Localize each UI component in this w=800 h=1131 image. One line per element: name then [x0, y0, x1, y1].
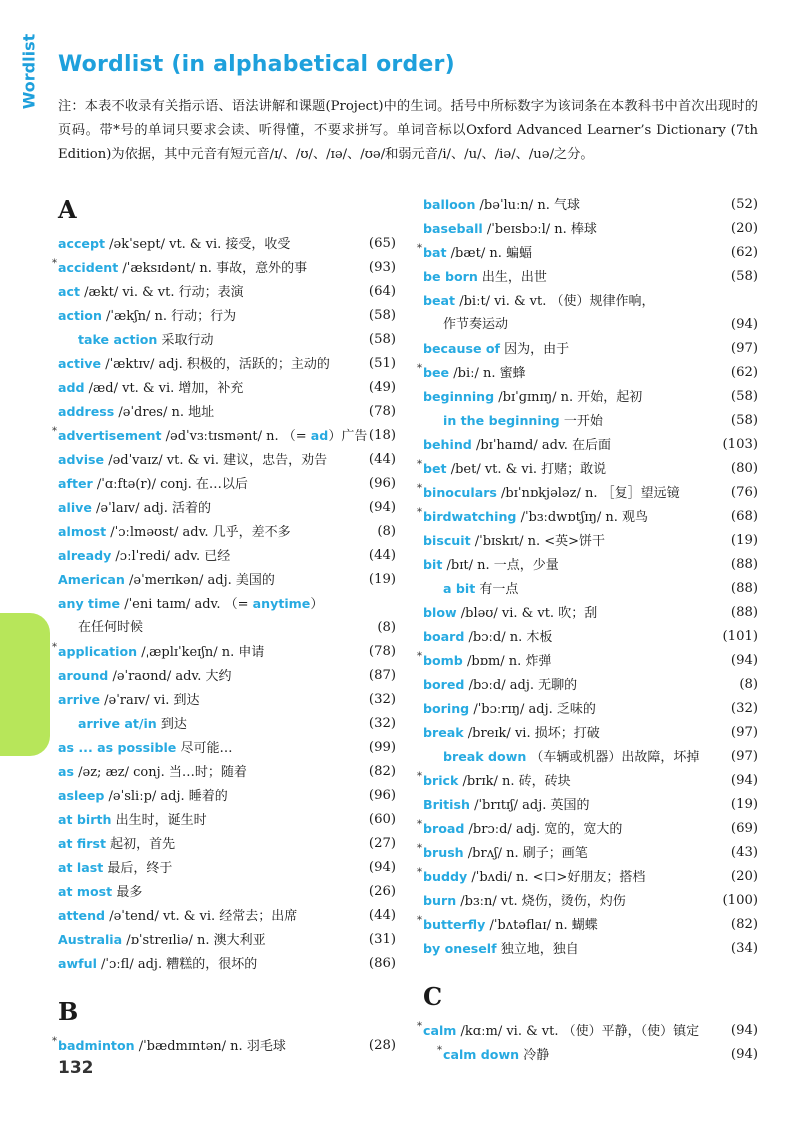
entry-definition: /əˈsliːp/ adj. 睡着的: [104, 789, 228, 804]
entry-page-ref: (20): [730, 221, 758, 236]
entry-page-ref: (32): [368, 716, 396, 731]
entry-page-ref: (28): [368, 1038, 396, 1053]
headword: behind: [423, 437, 472, 452]
headword: asleep: [58, 788, 105, 803]
entry-definition: 尽可能…: [176, 741, 233, 756]
entry-page-ref: (96): [368, 476, 396, 491]
wordlist-entry: [58, 472, 396, 496]
entry-page-ref: (80): [730, 461, 758, 476]
wordlist-entry: [423, 937, 758, 961]
left-column: [52, 190, 396, 1058]
wordlist-entry: [58, 304, 396, 328]
entry-definition: /əz; æz/ conj. 当…时；随着: [74, 765, 247, 780]
entry-page-ref: (49): [368, 380, 396, 395]
side-tab-label-wrap: [4, 0, 54, 143]
wordlist-entry: [58, 712, 396, 736]
entry-definition: 到达: [156, 717, 187, 732]
asterisk-marker: *: [417, 483, 422, 494]
headword: broad: [423, 821, 465, 836]
entry-page-ref: (99): [368, 740, 396, 755]
entry-definition: /ˈbʌdi/ n. <口>好朋友；搭档: [467, 870, 646, 885]
wordlist-entry: [58, 856, 396, 880]
entry-page-ref: (32): [368, 692, 396, 707]
entry-definition: /biːt/ vi. & vt. （使）规律作响，: [455, 294, 655, 309]
headword: bomb: [423, 653, 463, 668]
entry-definition: /ˈæksɪdənt/ n. 事故，意外的事: [118, 261, 308, 276]
entry-definition: /ækt/ vi. & vt. 行动；表演: [79, 285, 244, 300]
headword: a bit: [443, 581, 476, 596]
entry-page-ref: (27): [368, 836, 396, 851]
wordlist-entry: [417, 481, 758, 505]
headword: attend: [58, 908, 106, 923]
headword: calm: [423, 1023, 457, 1038]
wordlist-entry: [417, 817, 758, 841]
entry-definition: 因为，由于: [500, 342, 570, 357]
wordlist-entry: [423, 1043, 758, 1067]
entry-page-ref: (94): [730, 653, 758, 668]
entry-definition: /æd/ vt. & vi. 增加，补充: [84, 381, 244, 396]
entry-definition: /ˌæplɪˈkeɪʃn/ n. 申请: [137, 645, 265, 660]
entry-page-ref: (103): [722, 437, 758, 452]
asterisk-marker: *: [417, 915, 422, 926]
headword: bet: [423, 461, 447, 476]
entry-definition: /ɒˈstreɪliə/ n. 澳大利亚: [122, 933, 266, 948]
entry-page-ref: (62): [730, 365, 758, 380]
headword: address: [58, 404, 115, 419]
wordlist-entry: [52, 640, 396, 664]
headword: almost: [58, 524, 107, 539]
asterisk-marker: *: [417, 243, 422, 254]
entry-page-ref: (88): [730, 605, 758, 620]
asterisk-marker: *: [52, 642, 57, 653]
asterisk-marker: *: [417, 771, 422, 782]
wordlist-entry: [417, 505, 758, 529]
entry-page-ref: (32): [730, 701, 758, 716]
entry-definition: /ˈbʌtəflaɪ/ n. 蝴蝶: [485, 918, 598, 933]
wordlist-entry: [423, 289, 758, 313]
entry-list-c: [417, 1019, 758, 1067]
section-letter-c: C: [423, 982, 443, 1011]
wordlist-entry: [58, 928, 396, 952]
entry-definition: /bləʊ/ vi. & vt. 吹；刮: [456, 606, 598, 621]
entry-page-ref: (8): [377, 524, 396, 539]
headword: advise: [58, 452, 105, 467]
wordlist-entry: [417, 769, 758, 793]
entry-definition: 最多: [112, 885, 143, 900]
wordlist-entry: [423, 745, 758, 769]
wordlist-entry: [423, 433, 758, 457]
headword: alive: [58, 500, 92, 515]
entry-definition: /kɑːm/ vi. & vt. （使）平静，（使）镇定: [456, 1024, 700, 1039]
entry-definition: 在任何时候: [78, 620, 144, 635]
entry-definition: 独立地，独自: [496, 942, 579, 957]
headword: arrive at/in: [78, 716, 157, 731]
headword: buddy: [423, 869, 468, 884]
entry-definition: 出生，出世: [477, 270, 547, 285]
entry-definition: 出生时，诞生时: [111, 813, 207, 828]
headword: boring: [423, 701, 470, 716]
wordlist-entry: [58, 952, 396, 976]
wordlist-entry: [423, 625, 758, 649]
wordlist-entry: [58, 616, 396, 640]
entry-page-ref: (87): [368, 668, 396, 683]
headword: butterfly: [423, 917, 486, 932]
wordlist-entry: [423, 553, 758, 577]
entry-definition: 一开始: [559, 414, 603, 429]
entry-page-ref: (58): [730, 269, 758, 284]
entry-definition: /bæt/ n. 蝙蝠: [446, 246, 532, 261]
entry-definition-tail: ）广告: [328, 429, 368, 444]
entry-definition: /ˈbrɪtɪʃ/ adj. 英国的: [469, 798, 590, 813]
wordlist-entry: [58, 232, 396, 256]
entry-page-ref: (97): [730, 341, 758, 356]
headword: at last: [58, 860, 104, 875]
headword: British: [423, 797, 470, 812]
asterisk-marker: *: [52, 1036, 57, 1047]
wordlist-entry: [417, 361, 758, 385]
asterisk-marker: *: [417, 651, 422, 662]
wordlist-entry: [58, 664, 396, 688]
entry-list-b: [52, 1034, 396, 1058]
entry-page-ref: (43): [730, 845, 758, 860]
asterisk-marker: *: [417, 459, 422, 470]
headword: badminton: [58, 1038, 135, 1053]
wordlist-entry: [58, 544, 396, 568]
entry-page-ref: (31): [368, 932, 396, 947]
headword: by oneself: [423, 941, 497, 956]
headword: burn: [423, 893, 457, 908]
wordlist-entry: [423, 697, 758, 721]
wordlist-entry: [58, 760, 396, 784]
wordlist-entry: [423, 529, 758, 553]
entry-page-ref: (62): [730, 245, 758, 260]
wordlist-entry: [423, 313, 758, 337]
entry-page-ref: (51): [368, 356, 396, 371]
headword: binoculars: [423, 485, 497, 500]
entry-page-ref: (94): [730, 317, 758, 332]
wordlist-entry: [58, 448, 396, 472]
entry-definition: /bɔːd/ n. 木板: [464, 630, 553, 645]
entry-definition: /brɪk/ n. 砖，砖块: [458, 774, 571, 789]
wordlist-entry: [423, 409, 758, 433]
headword: act: [58, 284, 80, 299]
entry-definition-tail: ）: [310, 597, 324, 612]
entry-page-ref: (8): [377, 620, 396, 635]
entry-page-ref: (94): [368, 500, 396, 515]
wordlist-entry: [423, 601, 758, 625]
headword: balloon: [423, 197, 476, 212]
asterisk-marker: *: [52, 258, 57, 269]
headword: American: [58, 572, 125, 587]
entry-page-ref: (8): [739, 677, 758, 692]
cross-reference: anytime: [252, 596, 311, 611]
entry-definition: /bɔːd/ adj. 无聊的: [464, 678, 578, 693]
wordlist-entry: [423, 793, 758, 817]
entry-definition: /ədˈvaɪz/ vt. & vi. 建议，忠告，劝告: [104, 453, 328, 468]
entry-page-ref: (20): [730, 869, 758, 884]
entry-definition: /bɪˈhaɪnd/ adv. 在后面: [471, 438, 612, 453]
entry-definition: /əˈraʊnd/ adv. 大约: [108, 669, 232, 684]
headword: Australia: [58, 932, 123, 947]
entry-page-ref: (44): [368, 548, 396, 563]
entry-page-ref: (19): [730, 533, 758, 548]
wordlist-entry: [52, 424, 396, 448]
headword: after: [58, 476, 93, 491]
headword: beginning: [423, 389, 495, 404]
entry-definition: /ˈbɪskɪt/ n. <英>饼干: [470, 534, 606, 549]
entry-page-ref: (68): [730, 509, 758, 524]
asterisk-marker: *: [52, 426, 57, 437]
wordlist-entry: [423, 385, 758, 409]
intro-note: 注：本表不收录有关指示语、语法讲解和课题(Project)中的生词。括号中所标数字为该词条在本教科书中首次出现时的页码。带*号的单词只要求会读、听得懂，不要求拼写。单词音标以Oxford Advanced Learner’s Dictionary (7th Edition)为依据，其中元音有短元音/ɪ/、/ʊ/、/ɪə/、/ʊə/和弱元音/i/、/u/、/iə/、/uə/之分。: [58, 99, 758, 162]
headword: at birth: [58, 812, 112, 827]
entry-definition: /ˈækʃn/ n. 行动；行为: [101, 309, 237, 324]
entry-list-b-continued: [417, 193, 758, 961]
wordlist-entry: [417, 241, 758, 265]
entry-page-ref: (97): [730, 749, 758, 764]
wordlist-entry: [58, 400, 396, 424]
entry-page-ref: (18): [368, 428, 396, 443]
headword: arrive: [58, 692, 100, 707]
entry-definition: /ˈeni taɪm/ adv. （=: [120, 597, 253, 612]
entry-page-ref: (58): [368, 308, 396, 323]
headword: awful: [58, 956, 97, 971]
headword: baseball: [423, 221, 483, 236]
headword: birdwatching: [423, 509, 517, 524]
asterisk-marker: *: [417, 867, 422, 878]
entry-definition: /bet/ vt. & vi. 打赌；敢说: [446, 462, 607, 477]
wordlist-entry: [417, 841, 758, 865]
entry-definition: /ədˈvɜːtɪsmənt/ n. （=: [161, 429, 311, 444]
headword: because of: [423, 341, 501, 356]
entry-definition: 起初，首先: [105, 837, 176, 852]
entry-page-ref: (100): [722, 893, 758, 908]
headword: accident: [58, 260, 119, 275]
headword: take action: [78, 332, 158, 347]
entry-page-ref: (78): [368, 644, 396, 659]
entry-definition: /brʌʃ/ n. 刷子；画笔: [463, 846, 588, 861]
entry-definition: /ˈɑːftə(r)/ conj. 在…以后: [92, 477, 248, 492]
entry-definition: /brɔːd/ adj. 宽的，宽大的: [464, 822, 623, 837]
entry-definition: /ɔːlˈredi/ adv. 已经: [111, 549, 231, 564]
entry-page-ref: (82): [730, 917, 758, 932]
wordlist-entry: [58, 280, 396, 304]
headword: at most: [58, 884, 113, 899]
headword: break: [423, 725, 464, 740]
wordlist-entry: [58, 376, 396, 400]
entry-definition: /breɪk/ vi. 损坏；打破: [463, 726, 600, 741]
right-column: [417, 193, 758, 1067]
asterisk-marker: *: [417, 819, 422, 830]
headword: already: [58, 548, 112, 563]
wordlist-entry: [423, 673, 758, 697]
entry-definition: /ˈbeɪsbɔːl/ n. 棒球: [482, 222, 597, 237]
entry-page-ref: (58): [730, 389, 758, 404]
wordlist-entry: [58, 736, 396, 760]
page-title: Wordlist (in alphabetical order): [58, 52, 455, 77]
headword: any time: [58, 596, 121, 611]
entry-definition: /əˈlaɪv/ adj. 活着的: [91, 501, 211, 516]
entry-page-ref: (58): [368, 332, 396, 347]
wordlist-entry: [58, 352, 396, 376]
entry-page-ref: (96): [368, 788, 396, 803]
entry-definition: /ˈbɔːrɪŋ/ adj. 乏味的: [469, 702, 596, 717]
wordlist-entry: [417, 865, 758, 889]
headword: bee: [423, 365, 450, 380]
asterisk-marker: *: [417, 843, 422, 854]
wordlist-entry: [58, 688, 396, 712]
entry-definition: /əˈmerɪkən/ adj. 美国的: [124, 573, 275, 588]
entry-definition: 作节奏运动: [443, 317, 509, 332]
headword: accept: [58, 236, 106, 251]
wordlist-entry: [423, 217, 758, 241]
side-tab: [0, 613, 50, 756]
entry-definition: /bɜːn/ vt. 烧伤，烫伤，灼伤: [456, 894, 626, 909]
wordlist-entry: [58, 568, 396, 592]
entry-page-ref: (78): [368, 404, 396, 419]
headword: as: [58, 764, 74, 779]
wordlist-entry: [58, 592, 396, 616]
wordlist-entry: [58, 784, 396, 808]
entry-definition: /ˈɔːfl/ adj. 糟糕的，很坏的: [96, 957, 258, 972]
headword: blow: [423, 605, 457, 620]
entry-page-ref: (88): [730, 581, 758, 596]
wordlist-entry: [423, 577, 758, 601]
asterisk-marker: *: [417, 507, 422, 518]
entry-page-ref: (34): [730, 941, 758, 956]
wordlist-entry: [52, 1034, 396, 1058]
headword: in the beginning: [443, 413, 560, 428]
entry-page-ref: (64): [368, 284, 396, 299]
entry-page-ref: (19): [368, 572, 396, 587]
entry-definition: /bɪt/ n. 一点，少量: [442, 558, 559, 573]
headword: bored: [423, 677, 465, 692]
wordlist-entry: [417, 913, 758, 937]
headword: brush: [423, 845, 464, 860]
entry-page-ref: (58): [730, 413, 758, 428]
headword: as ... as possible: [58, 740, 177, 755]
entry-page-ref: (76): [730, 485, 758, 500]
entry-page-ref: (44): [368, 452, 396, 467]
headword: application: [58, 644, 138, 659]
wordlist-entry: [58, 904, 396, 928]
headword: calm down: [443, 1047, 520, 1062]
headword: biscuit: [423, 533, 471, 548]
entry-definition: 采取行动: [157, 333, 214, 348]
entry-definition: （车辆或机器）出故障，坏掉: [526, 750, 700, 765]
entry-definition: /ˈæktɪv/ adj. 积极的，活跃的；主动的: [101, 357, 330, 372]
headword: active: [58, 356, 102, 371]
entry-page-ref: (69): [730, 821, 758, 836]
wordlist-entry: [58, 808, 396, 832]
entry-definition: /bɪˈɡɪnɪŋ/ n. 开始，起初: [494, 390, 643, 405]
cross-reference: ad: [310, 428, 329, 443]
headword: board: [423, 629, 465, 644]
section-letter-b: B: [58, 997, 79, 1026]
entry-page-ref: (93): [368, 260, 396, 275]
section-letter-a: A: [58, 195, 77, 224]
side-tab-label: Wordlist: [19, 33, 39, 110]
entry-page-ref: (44): [368, 908, 396, 923]
entry-definition: /əkˈsept/ vt. & vi. 接受，收受: [105, 237, 291, 252]
entry-page-ref: (94): [730, 1047, 758, 1062]
entry-definition: /ˈbædmɪntən/ n. 羽毛球: [134, 1039, 286, 1054]
wordlist-entry: [417, 457, 758, 481]
headword: at first: [58, 836, 106, 851]
entry-page-ref: (101): [722, 629, 758, 644]
wordlist-entry: [52, 256, 396, 280]
wordlist-entry: [58, 832, 396, 856]
wordlist-entry: [58, 328, 396, 352]
wordlist-entry: [423, 193, 758, 217]
entry-definition: /biː/ n. 蜜蜂: [449, 366, 526, 381]
entry-page-ref: (88): [730, 557, 758, 572]
entry-page-ref: (82): [368, 764, 396, 779]
entry-page-ref: (94): [730, 1023, 758, 1038]
headword: around: [58, 668, 109, 683]
entry-page-ref: (97): [730, 725, 758, 740]
asterisk-marker: *: [417, 363, 422, 374]
entry-definition: /bɒm/ n. 炸弹: [462, 654, 552, 669]
entry-page-ref: (52): [730, 197, 758, 212]
asterisk-marker: *: [437, 1045, 442, 1056]
wordlist-entry: [58, 880, 396, 904]
entry-definition: /ˈɔːlməʊst/ adv. 几乎，差不多: [106, 525, 291, 540]
wordlist-entry: [417, 1019, 758, 1043]
wordlist-entry: [417, 649, 758, 673]
entry-definition: /ˈbɜːdwɒtʃɪŋ/ n. 观鸟: [516, 510, 649, 525]
entry-page-ref: (60): [368, 812, 396, 827]
entry-definition: 冷静: [519, 1048, 550, 1063]
headword: add: [58, 380, 85, 395]
entry-definition: /əˈraɪv/ vi. 到达: [100, 693, 200, 708]
entry-page-ref: (26): [368, 884, 396, 899]
headword: bit: [423, 557, 443, 572]
entry-page-ref: (94): [368, 860, 396, 875]
headword: bat: [423, 245, 447, 260]
wordlist-entry: [58, 520, 396, 544]
headword: break down: [443, 749, 527, 764]
entry-page-ref: (19): [730, 797, 758, 812]
entry-page-ref: (65): [368, 236, 396, 251]
wordlist-entry: [423, 721, 758, 745]
headword: be born: [423, 269, 478, 284]
headword: advertisement: [58, 428, 162, 443]
page-number: 132: [58, 1058, 94, 1078]
wordlist-entry: [423, 337, 758, 361]
entry-definition: /bəˈluːn/ n. 气球: [475, 198, 580, 213]
wordlist-entry: [58, 496, 396, 520]
asterisk-marker: *: [417, 1021, 422, 1032]
entry-definition: 最后，终于: [103, 861, 173, 876]
entry-page-ref: (94): [730, 773, 758, 788]
headword: brick: [423, 773, 459, 788]
entry-definition: /əˈtend/ vt. & vi. 经常去；出席: [105, 909, 298, 924]
entry-definition: 有一点: [475, 582, 519, 597]
wordlist-entry: [423, 265, 758, 289]
headword: action: [58, 308, 102, 323]
wordlist-entry: [423, 889, 758, 913]
entry-page-ref: (86): [368, 956, 396, 971]
entry-definition: /bɪˈnɒkjələz/ n. ［复］望远镜: [496, 486, 680, 501]
entry-definition: /əˈdres/ n. 地址: [114, 405, 215, 420]
entry-list-a: [52, 232, 396, 976]
headword: beat: [423, 293, 456, 308]
